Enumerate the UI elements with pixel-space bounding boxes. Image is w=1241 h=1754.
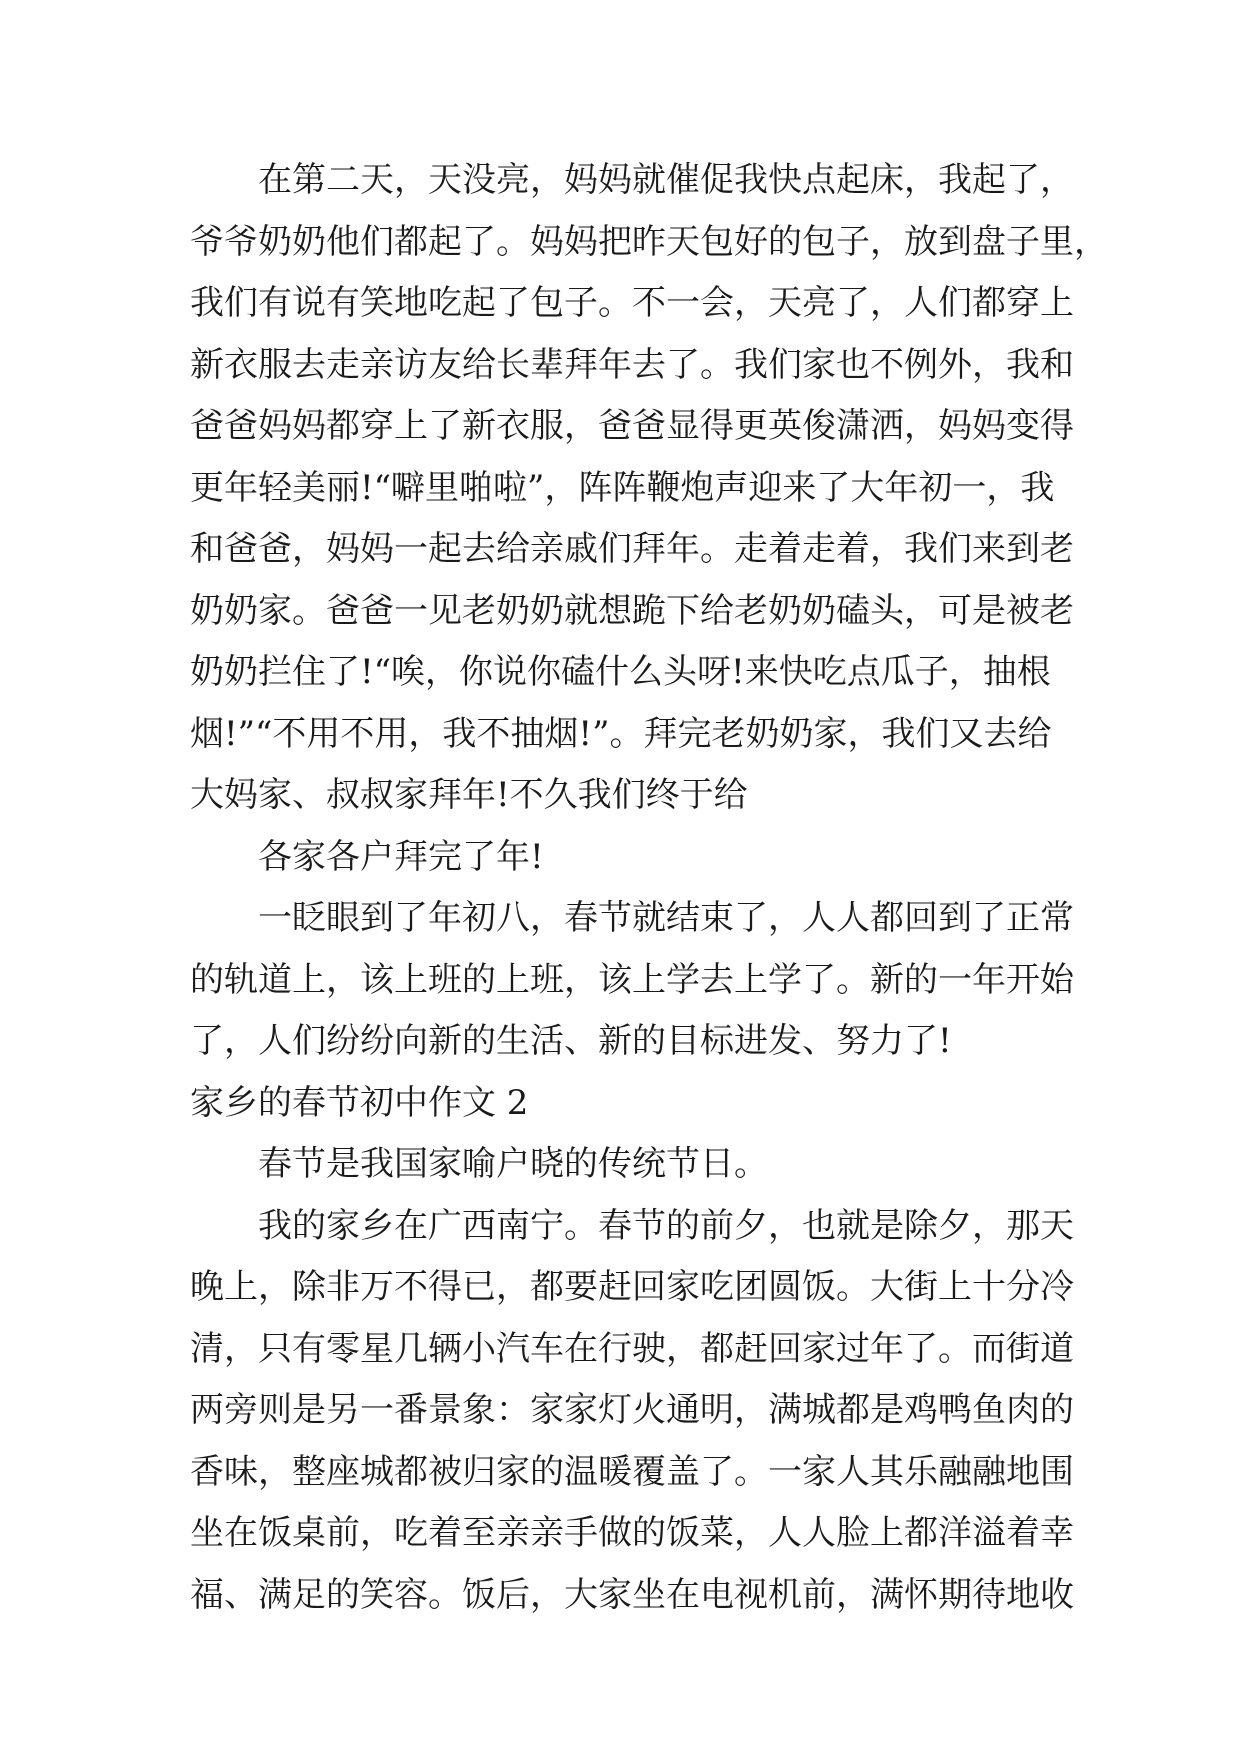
document-body	[190, 150, 1108, 1626]
text-line: 更年轻美丽!“噼里啪啦”，阵阵鞭炮声迎来了大年初一，我	[190, 467, 1055, 508]
text-line: 新衣服去走亲访友给长辈拜年去了。我们家也不例外，我和	[190, 344, 1074, 385]
text-line: 清，只有零星几辆小汽车在行驶，都赶回家过年了。而街道	[190, 1328, 1074, 1369]
text-line: 各家各户拜完了年!	[258, 836, 544, 877]
text-line: 春节是我国家喻户晓的传统节日。	[258, 1144, 768, 1184]
text-line: 我们有说有笑地吃起了包子。不一会，天亮了，人们都穿上	[190, 283, 1074, 323]
text-line: 奶奶家。爸爸一见老奶奶就想跪下给老奶奶磕头，可是被老	[190, 590, 1074, 631]
text-line: 了，人们纷纷向新的生活、新的目标进发、努力了!	[190, 1021, 952, 1061]
text-line: 爸爸妈妈都穿上了新衣服，爸爸显得更英俊潇洒，妈妈变得	[190, 406, 1074, 446]
text-line: 晚上，除非万不得已，都要赶回家吃团圆饭。大街上十分冷	[190, 1267, 1074, 1307]
text-line: 在第二天，天没亮，妈妈就催促我快点起床，我起了，	[258, 160, 1074, 200]
text-line: 我的家乡在广西南宁。春节的前夕，也就是除夕，那天	[258, 1205, 1074, 1246]
text-line: 的轨道上，该上班的上班，该上学去上学了。新的一年开始	[190, 959, 1074, 1000]
text-line: 和爸爸，妈妈一起去给亲戚们拜年。走着走着，我们来到老	[190, 529, 1074, 569]
text-line: 爷爷奶奶他们都起了。妈妈把昨天包好的包子，放到盘子里，	[190, 221, 1108, 262]
text-line: 一眨眼到了年初八，春节就结束了，人人都回到了正常	[258, 898, 1074, 938]
text-line: 烟!”“不用不用，我不抽烟!”。拜完老奶奶家，我们又去给	[190, 713, 1052, 754]
section-heading: 家乡的春节初中作文 2	[190, 1082, 529, 1123]
text-line: 奶奶拦住了!“唉，你说你磕什么头呀!来快吃点瓜子，抽根	[190, 652, 1051, 692]
text-line: 大妈家、叔叔家拜年!不久我们终于给	[190, 775, 748, 815]
text-line: 福、满足的笑容。饭后，大家坐在电视机前，满怀期待地收	[190, 1574, 1074, 1615]
text-line: 坐在饭桌前，吃着至亲亲手做的饭菜，人人脸上都洋溢着幸	[190, 1513, 1074, 1553]
text-line: 两旁则是另一番景象：家家灯火通明，满城都是鸡鸭鱼肉的	[190, 1390, 1074, 1430]
text-line: 香味，整座城都被归家的温暖覆盖了。一家人其乐融融地围	[190, 1451, 1074, 1492]
